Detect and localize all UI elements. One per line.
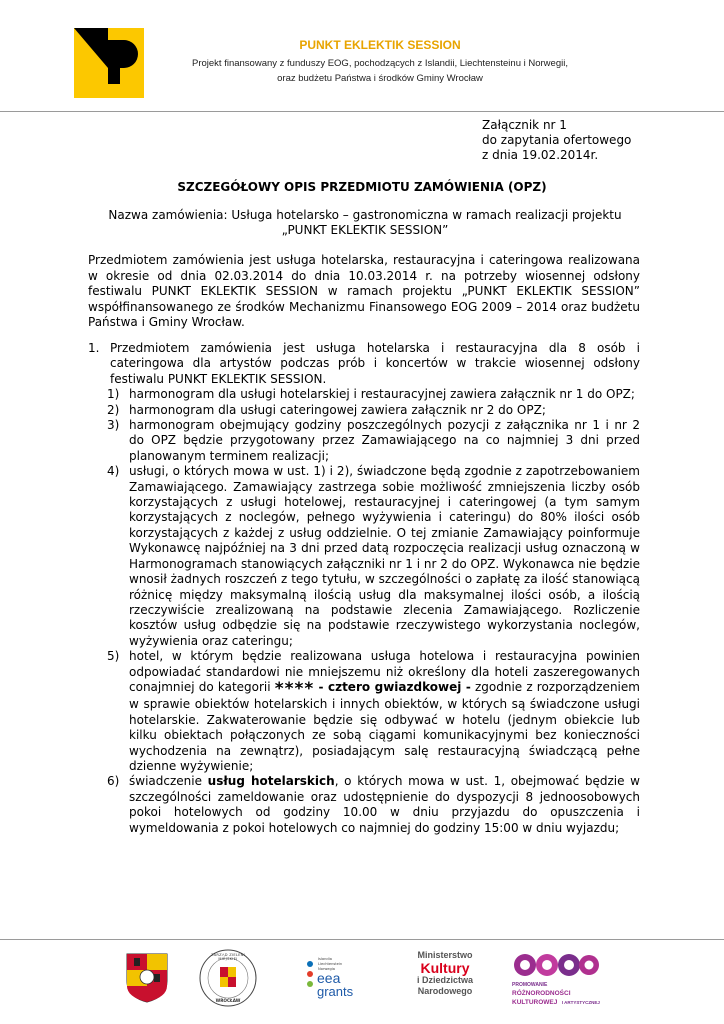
hotel-services-bold: usług hotelarskich: [207, 774, 335, 789]
subitem-number: 3): [107, 418, 120, 433]
subitem-text: harmonogram dla usługi cateringowej zawiera załącznik nr 2 do OPZ;: [129, 402, 546, 417]
star-rating: ****: [274, 678, 315, 699]
list-item-number: 1.: [88, 341, 100, 355]
subitem-6: [107, 774, 640, 836]
subitem-2: [107, 403, 640, 418]
subitem-text-b: , o których mowa w ust. 1, obejmować będzie w szczególności zameldowanie oraz udostępnienie do dyspozycji 8 jednoosobowych pokoi hotelowych od godziny 10.00 w dniu przyjazdu do opuszczenia i wymeldowania z pokoi hotelowych co najmniej do godziny 15:00 w dniu wyjazdu;: [129, 774, 640, 835]
eea-small-2: Liechtenstein: [318, 962, 343, 966]
ministry-line-4: Narodowego: [417, 986, 473, 996]
order-name: [90, 208, 640, 238]
footer-divider: [0, 939, 724, 940]
subitem-number: 2): [107, 402, 120, 417]
annex-block: [482, 118, 631, 163]
ministry-line-3: i Dziedzictwa: [416, 975, 473, 985]
subitem-number: 4): [107, 464, 120, 479]
header-line-1: Projekt finansowany z funduszy EOG, pochodzących z Islandii, Liechtensteinu i Norwegii,: [192, 58, 568, 69]
subitem-5: [107, 649, 640, 774]
subitem-text: usługi, o których mowa w ust. 1) i 2), świadczone będą zgodnie z zapotrzebowaniem Zamawiającego. Zamawiający zastrzega sobie możliwość zmniejszenia liczby osób korzystających z usługi hotelowej, restauracyjnej i cateringowej (a tym samym korzystających z noclegów, pełnego wyżywienia i cateringu) do 80% ilości osób korzystających z każdej z usług oddzielnie. O tej zmianie Zamawiający poinformuje Wykonawcę najpóźniej na 3 dni przed datą rozpoczęcia realizacji usług oznaczoną w Harmonogramach stanowiących załączniki nr 1 i nr 2 do OPZ. Wykonawca nie będzie wnosił żadnych roszczeń z tego tytułu, w szczególności o zapłatę za ilość stanowiącą różnicę między maksymalną ilością usług dla maksymalnej ilości osób, a ilością rzeczywiście zrealizowaną na podstawie zlecenia Zamawiającego. Rozliczenie kosztów usług odbędzie się na podstawie rzeczywistego wykorzystania noclegów, wyżywienia oraz cateringu;: [129, 464, 640, 648]
eea-small-3: Norwegia: [318, 967, 335, 971]
intro-paragraph: Przedmiotem zamówienia jest usługa hotelarska, restauracyjna i cateringowa realizowana w okresie od dnia 02.03.2014 do dnia 10.03.2014 r. na potrzeby wiosennej odsłony festiwalu PUNKT EKLEKTIK SESSION w ramach projektu „PUNKT EKLEKTIK SESSION” współfinansowanego ze środków Mechanizmu Finansowego EOG 2009 – 2014 oraz budżetu Państwa i Gminy Wrocław.: [88, 253, 640, 329]
subitem-text: harmonogram obejmujący godziny poszczególnych pozycji z załącznika nr 1 i nr 2 do OPZ będzie przygotowany przez Zamawiającego na co najmniej 3 dni przed planowanym terminem realizacji;: [129, 418, 640, 463]
header-title: PUNKT EKLEKTIK SESSION: [299, 38, 461, 52]
category-bold: - cztero gwiazdkowej -: [318, 679, 471, 694]
subitem-text: [129, 774, 640, 836]
seal-text-bottom: WROCŁAW: [215, 998, 241, 1003]
promo-line-3: KULTUROWEJ: [512, 999, 558, 1006]
ministry-culture-logo: [410, 950, 480, 1002]
diversity-program-logo: [512, 952, 600, 1006]
eea-grants-logo: [300, 955, 362, 1001]
annex-line-1: Załącznik nr 1: [482, 118, 567, 132]
order-name-line-1: Nazwa zamówienia: Usługa hotelarsko – gastronomiczna w ramach realizacji projektu: [108, 208, 622, 222]
subitem-number: 5): [107, 649, 120, 664]
order-name-line-2: „PUNKT EKLEKTIK SESSION”: [281, 223, 449, 237]
eea-name-1: eea: [317, 970, 341, 986]
subitem-3: [107, 418, 640, 464]
promo-line-4: I ARTYSTYCZNEJ: [561, 1000, 600, 1005]
subitem-number: 6): [107, 774, 120, 789]
list-item-text: Przedmiotem zamówienia jest usługa hotelarska i restauracyjna dla 8 osób i cateringowa dla artystów podczas prób i koncertów w trakcie wiosennej odsłony festiwalu PUNKT EKLEKTIK SESSION.: [110, 341, 640, 386]
subitem-text: harmonogram dla usługi hotelarskiej i restauracyjnej zawiera załącznik nr 1 do OPZ;: [129, 387, 635, 402]
ministry-line-2: Kultury: [420, 960, 470, 976]
eea-small-1: Islandia: [318, 957, 332, 961]
subitem-text: [129, 649, 640, 774]
zoo-seal-logo: [195, 948, 261, 1008]
annex-line-3: z dnia 19.02.2014r.: [482, 148, 599, 162]
seal-text-top: ZARZĄD ZIELENI MIEJSKIEJ: [210, 953, 246, 961]
punkt-logo: [74, 28, 144, 98]
list-item-1: [88, 341, 640, 387]
header-divider: [0, 111, 724, 112]
subitem-4: [107, 464, 640, 649]
wroclaw-coat-of-arms: [126, 953, 168, 1003]
ministry-line-1: Ministerstwo: [417, 950, 473, 960]
subitem-text-a: świadczenie: [129, 774, 202, 789]
header-line-2: oraz budżetu Państwa i środków Gminy Wrocław: [277, 73, 483, 84]
subitem-text-a: hotel, w którym będzie realizowana usługa hotelowa i restauracyjna powinien odpowiadać standardowi nie mniejszemu niż określony dla hoteli zaszeregowanych conajmniej do kategorii: [129, 649, 640, 694]
document-title: SZCZEGÓŁOWY OPIS PRZEDMIOTU ZAMÓWIENIA (OPZ): [177, 180, 547, 194]
eea-name-2: grants: [317, 984, 354, 999]
subitem-1: [107, 387, 640, 402]
requirements-list: [88, 341, 640, 836]
annex-line-2: do zapytania ofertowego: [482, 133, 632, 147]
promo-line-2: RÓŻNORODNOŚCI: [512, 990, 571, 997]
promo-line-1: PROMOWANIE: [512, 982, 548, 988]
subitem-text-b: zgodnie z rozporządzeniem w sprawie obiektów hotelarskich i innych obiektów, w których są świadczone usługi hotelarskie. Zakwaterowanie będzie się odbywać w hotelu (jednym obiekcie lub kilku obiektach połączonych ze sobą ciągami komunikacyjnymi bez konieczności wychodzenia na zewnątrz), posiadającym salę restauracyjną świadczącą pełne dzienne wyżywienie;: [129, 679, 640, 773]
subitem-number: 1): [107, 387, 120, 402]
